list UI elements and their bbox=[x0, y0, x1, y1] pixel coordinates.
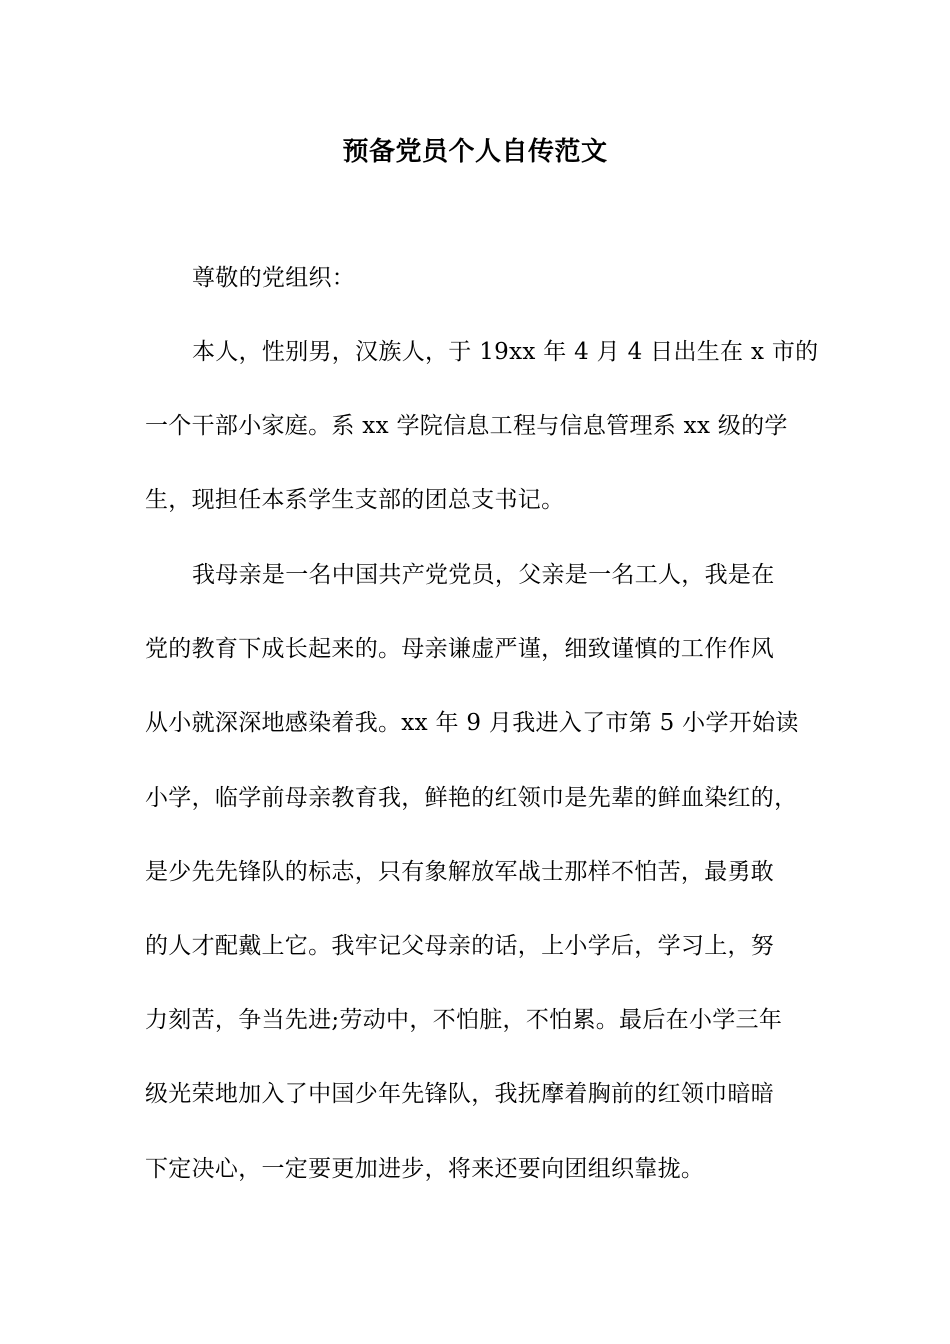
paragraph-line: 的人才配戴上它。我牢记父母亲的话，上小学后，学习上，努 bbox=[145, 933, 775, 959]
paragraph-line: 下定决心，一定要更加进步，将来还要向团组织靠拢。 bbox=[145, 1156, 705, 1182]
document-title: 预备党员个人自传范文 bbox=[342, 137, 608, 167]
paragraph-line: 生，现担任本系学生支部的团总支书记。 bbox=[145, 487, 565, 513]
paragraph-line: 本人，性别男，汉族人，于 19xx 年 4 月 4 日出生在 x 市的 bbox=[192, 339, 819, 365]
paragraph-line: 一个干部小家庭。系 xx 学院信息工程与信息管理系 xx 级的学 bbox=[145, 413, 788, 439]
paragraph-line: 小学，临学前母亲教育我，鲜艳的红领巾是先辈的鲜血染红的， bbox=[145, 785, 798, 811]
salutation: 尊敬的党组织： bbox=[192, 265, 356, 291]
paragraph-line: 是少先先锋队的标志，只有象解放军战士那样不怕苦，最勇敢 bbox=[145, 859, 775, 885]
paragraph-line: 级光荣地加入了中国少年先锋队，我抚摩着胸前的红领巾暗暗 bbox=[145, 1081, 775, 1107]
paragraph-line: 从小就深深地感染着我。xx 年 9 月我进入了市第 5 小学开始读 bbox=[145, 710, 799, 736]
paragraph-line: 力刻苦，争当先进;劳动中，不怕脏，不怕累。最后在小学三年 bbox=[145, 1007, 783, 1033]
paragraph-line: 我母亲是一名中国共产党党员，父亲是一名工人，我是在 bbox=[192, 562, 775, 588]
paragraph-line: 党的教育下成长起来的。母亲谦虚严谨，细致谨慎的工作作风 bbox=[145, 636, 775, 662]
